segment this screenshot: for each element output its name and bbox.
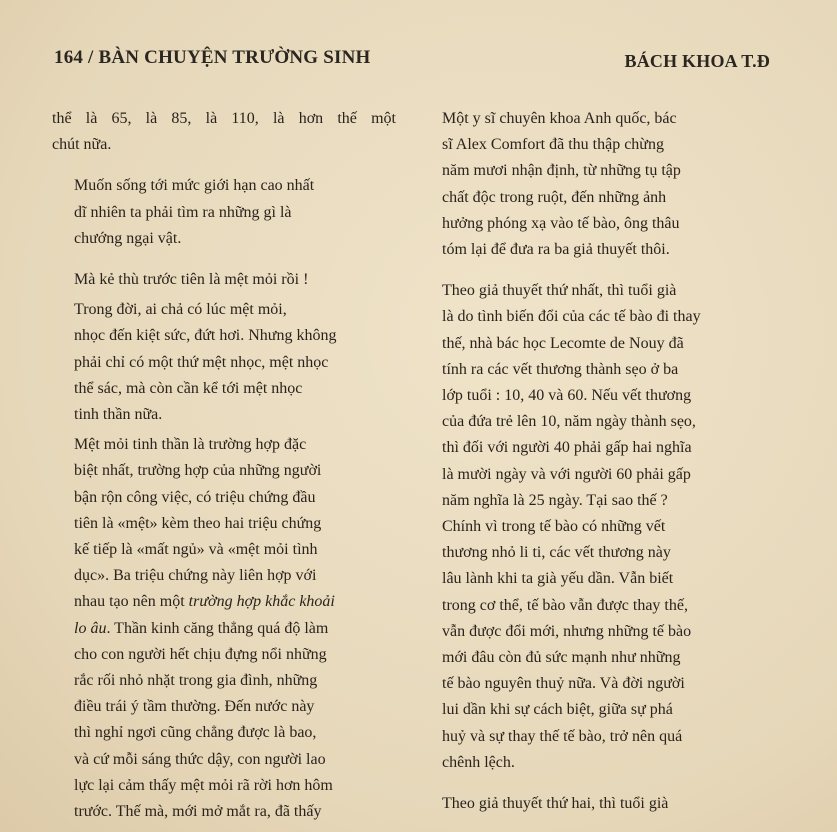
text-line: dĩ nhiên ta phải tìm ra những gì là: [74, 203, 292, 221]
text-line: điều trái ý tầm thường. Đến nước này: [74, 698, 315, 716]
text-line: Mệt mỏi tinh thần là trường hợp đặc: [74, 436, 307, 454]
text-line: dục». Ba triệu chứng này liên hợp với: [74, 567, 317, 585]
text-line: tế bào nguyên thuỷ nữa. Và đời người: [442, 675, 685, 693]
text-line: là mười ngày và với người 60 phải gấp: [442, 465, 691, 483]
text-segment: nhau tạo nên một: [74, 593, 189, 611]
text-line: thể sác, mà còn cần kể tới mệt nhọc: [74, 379, 303, 397]
paragraph: [52, 106, 396, 158]
left-column: [52, 106, 396, 829]
text-line: biệt nhất, trường hợp của những người: [74, 462, 322, 480]
text-segment: . Thần kinh căng thẳng quá độ làm: [106, 619, 329, 637]
paragraph: [52, 267, 396, 293]
paragraph: [52, 297, 396, 428]
right-column: [420, 106, 768, 832]
text-line: [52, 589, 396, 615]
text-line: của đứa trẻ lên 10, năm ngày thành sẹo,: [442, 413, 696, 431]
text-line: sĩ Alex Comfort đã thu thập chừng: [442, 136, 664, 154]
text-line: Một y sĩ chuyên khoa Anh quốc, bác: [442, 110, 677, 127]
paragraph: [52, 432, 396, 825]
text-line: lớp tuổi : 10, 40 và 60. Nếu vết thương: [442, 387, 692, 405]
paragraph: [420, 791, 768, 817]
text-line: lực lại cảm thấy mệt mỏi rã rời hơn hôm: [74, 776, 333, 794]
text-line: thể là 65, là 85, là 110, là hơn thế một: [52, 110, 396, 127]
italic-phrase: trường hợp khắc khoải: [188, 593, 335, 611]
paragraph: [420, 278, 768, 776]
text-line: trước. Thế mà, mới mở mắt ra, đã thấy: [74, 803, 322, 821]
text-line: nhọc đến kiệt sức, đứt hơi. Nhưng không: [74, 327, 337, 345]
text-line: thương nhỏ li ti, các vết thương này: [442, 544, 671, 562]
text-line: bận rộn công việc, có triệu chứng đầu: [74, 488, 316, 506]
text-line: chất độc trong ruột, đến những ảnh: [442, 188, 667, 206]
text-line: hưởng phóng xạ vào tế bào, ông thâu: [442, 214, 680, 232]
text-line: huỷ và sự thay thế tế bào, trở nên quá: [442, 727, 683, 745]
text-line: vẫn được đổi mới, nhưng những tế bào: [442, 622, 692, 640]
paragraph: [420, 106, 768, 263]
text-line: tiên là «mệt» kèm theo hai triệu chứng: [74, 514, 322, 532]
text-line: thế, nhà bác học Lecomte de Nouy đã: [442, 334, 684, 352]
text-line: Muốn sống tới mức giới hạn cao nhất: [74, 177, 315, 195]
text-line: thì nghỉ ngơi cũng chẳng được là bao,: [74, 724, 317, 742]
italic-phrase: lo âu: [74, 619, 107, 637]
paragraph: [52, 173, 396, 252]
text-line: tóm lại để đưa ra ba giả thuyết thôi.: [442, 241, 670, 259]
text-line: cho con người hết chịu đựng nổi những: [74, 645, 327, 663]
text-line: lâu lành khi ta già yếu dần. Vẫn biết: [442, 570, 674, 588]
text-line: chút nữa.: [52, 136, 112, 154]
text-line: thì đối với người 40 phải gấp hai nghĩa: [442, 439, 692, 457]
running-head-left: 164 / BÀN CHUYỆN TRƯỜNG SINH: [54, 47, 371, 68]
page-header: [54, 44, 770, 74]
text-line: Mà kẻ thù trước tiên là mệt mỏi rồi !: [74, 271, 309, 289]
text-line: trong cơ thể, tế bào vẫn được thay thế,: [442, 596, 688, 614]
text-line: [52, 616, 396, 642]
text-line: tính ra các vết thương thành sẹo ở ba: [442, 360, 679, 378]
text-line: chênh lệch.: [442, 753, 515, 771]
text-line: năm nghĩa là 25 ngày. Tại sao thế ?: [442, 491, 668, 509]
text-line: rắc rối nhỏ nhặt trong gia đình, những: [74, 672, 318, 690]
text-line: Theo giả thuyết thứ hai, thì tuổi già: [442, 795, 669, 813]
text-line: năm mươi nhận định, từ những tụ tập: [442, 162, 681, 180]
text-line: là do tình biến đổi của các tế bào đi thay: [442, 308, 701, 326]
text-line: tinh thần nữa.: [74, 406, 163, 424]
text-line: Chính vì trong tế bào có những vết: [442, 518, 666, 536]
running-head-right: BÁCH KHOA T.Đ: [624, 51, 770, 71]
text-line: lui dần khi sự cách biệt, giữa sự phá: [442, 701, 673, 719]
text-line: Theo giả thuyết thứ nhất, thì tuổi già: [442, 282, 677, 300]
text-line: phải chỉ có một thứ mệt nhọc, mệt nhọc: [74, 353, 329, 371]
text-line: kế tiếp là «mất ngủ» và «mệt mỏi tình: [74, 541, 318, 559]
text-line: Trong đời, ai chả có lúc mệt mỏi,: [74, 301, 287, 319]
text-line: chướng ngại vật.: [74, 229, 182, 247]
text-line: mới đâu còn đủ sức mạnh như những: [442, 649, 681, 667]
text-line: và cứ mỗi sáng thức dậy, con người lao: [74, 750, 326, 768]
